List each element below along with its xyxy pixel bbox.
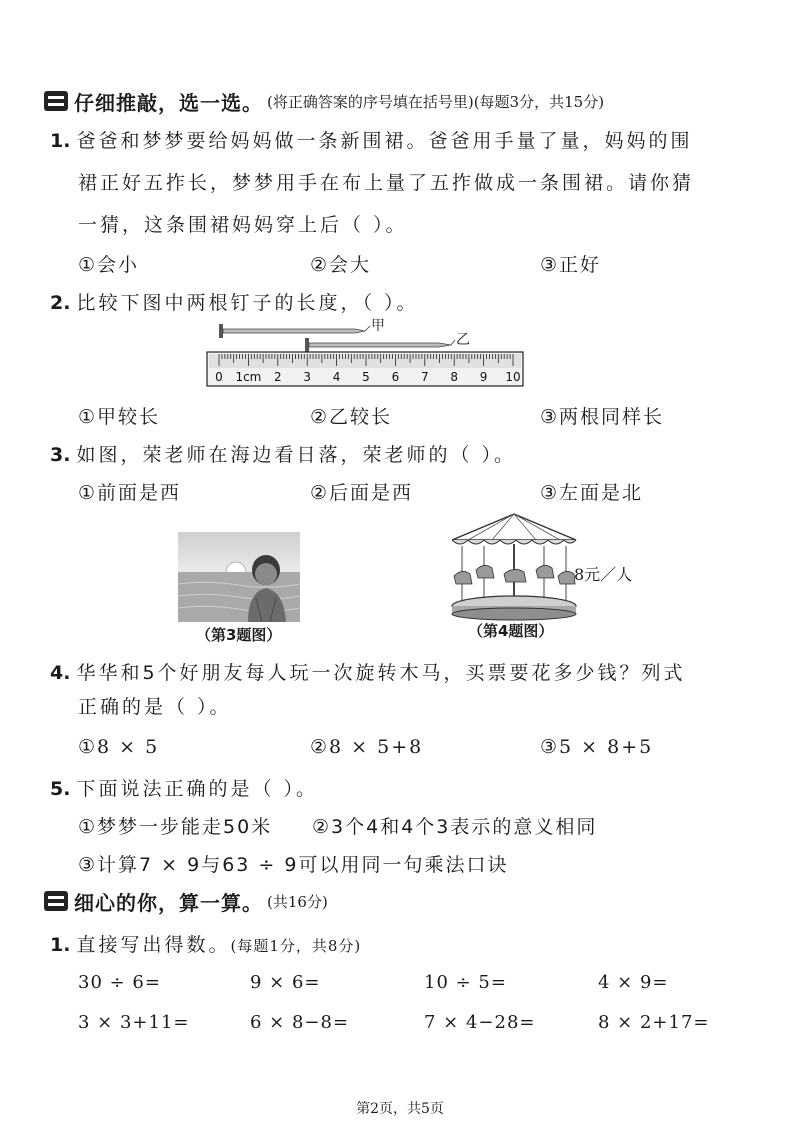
question-1-line1 [50, 124, 692, 158]
calc-item-1: 30 ÷ 6= [78, 972, 161, 993]
ruler-label: 10 [505, 370, 521, 384]
section2-title: 仔细推敲，选一选。 [74, 90, 263, 115]
ruler-label: 9 [479, 370, 488, 384]
ruler-figure [205, 318, 525, 390]
question-3-text: 如图，荣老师在海边看日落，荣老师的（ ）。 [76, 444, 516, 466]
question-2-text: 比较下图中两根钉子的长度，（ ）。 [76, 292, 419, 314]
question-5-option-a: ①梦梦一步能走50米 [78, 816, 273, 838]
question-4-option-c: ③5 × 8+5 [540, 736, 654, 758]
calc-item-4: 4 × 9= [598, 972, 669, 993]
question-2-option-c: ③两根同样长 [540, 406, 665, 428]
calc-item-6: 6 × 8−8= [250, 1012, 350, 1033]
ruler-label: 0 [215, 370, 223, 384]
question-3-number: 3. [50, 444, 71, 466]
section-number-3-icon [44, 891, 68, 911]
question-5-line [50, 772, 318, 806]
question-3-option-b: ②后面是西 [310, 482, 414, 504]
question-4-option-a: ①8 × 5 [78, 736, 160, 758]
question-4-text-line1: 华华和5个好朋友每人玩一次旋转木马，买票要花多少钱？列式 [76, 662, 686, 684]
carousel-illustration [448, 510, 580, 622]
ruler-label: 6 [391, 370, 400, 384]
question-2-option-b: ②乙较长 [310, 406, 393, 428]
nail-jia-icon [219, 324, 365, 338]
figure-3-caption: （第3题图） [196, 626, 282, 644]
calc-item-3: 10 ÷ 5= [424, 972, 507, 993]
ruler-label: 4 [332, 370, 341, 384]
question-5-number: 5. [50, 778, 71, 800]
section-number-2-icon [44, 91, 68, 111]
question-5-text: 下面说法正确的是（ ）。 [76, 778, 318, 800]
section2-header [44, 86, 604, 116]
question-2-option-a: ①甲较长 [78, 406, 161, 428]
question-5-option-b: ②3个4和4个3表示的意义相同 [312, 816, 598, 838]
question-2-number: 2. [50, 292, 71, 314]
page-footer: 第2页，共5页 [356, 1101, 444, 1117]
carousel-price-label: 8元／人 [574, 565, 633, 584]
calc-item-7: 7 × 4−28= [424, 1012, 536, 1033]
ruler-label: 3 [303, 370, 312, 384]
section3-note: (共16分) [267, 892, 328, 911]
nail-jia-label: 甲 [371, 318, 385, 334]
question-1-option-b: ②会大 [310, 254, 372, 276]
question-1-line2: 裙正好五拃长，梦梦用手在布上量了五拃做成一条围裙。请你猜 [78, 172, 695, 194]
question-4-line2: 正确的是（ ）。 [78, 696, 232, 718]
ruler-label: 8 [450, 370, 459, 384]
question-3-option-c: ③左面是北 [540, 482, 644, 504]
question-2-line [50, 286, 419, 320]
ruler-label: 7 [420, 370, 429, 384]
section2-note: (将正确答案的序号填在括号里)(每题3分，共15分) [267, 92, 605, 111]
nail-yi-label: 乙 [456, 332, 470, 348]
question-1-option-c: ③正好 [540, 254, 602, 276]
question-3-line [50, 438, 516, 472]
ruler-label: 5 [362, 370, 370, 384]
calc-question-line [50, 928, 361, 963]
section3-title: 细心的你，算一算。 [74, 890, 263, 915]
question-1-line3: 一猜，这条围裙妈妈穿上后（ ）。 [78, 214, 408, 236]
calc-question-number: 1. [50, 934, 71, 956]
ruler-label: 2 [273, 370, 282, 384]
ruler-label: 1cm [235, 370, 262, 384]
figure-4-caption: （第4题图） [468, 622, 554, 640]
nail-yi-icon [305, 338, 451, 352]
question-4-option-b: ②8 × 5+8 [310, 736, 424, 758]
sunset-beach-illustration [178, 532, 300, 622]
calc-item-2: 9 × 6= [250, 972, 321, 993]
question-1-number: 1. [50, 130, 71, 152]
section3-header [44, 886, 328, 916]
question-1-text-line1: 爸爸和梦梦要给妈妈做一条新围裙。爸爸用手量了量，妈妈的围 [76, 130, 693, 152]
question-4-line1 [50, 656, 686, 690]
calc-question-text: 直接写出得数。 [76, 934, 231, 956]
question-1-option-a: ①会小 [78, 254, 140, 276]
calc-question-note: (每题1分，共8分) [230, 937, 362, 955]
calc-item-8: 8 × 2+17= [598, 1012, 710, 1033]
question-4-number: 4. [50, 662, 71, 684]
ruler-with-nails-illustration [205, 318, 525, 390]
question-3-option-a: ①前面是西 [78, 482, 182, 504]
calc-item-5: 3 × 3+11= [78, 1012, 190, 1033]
question-5-option-c: ③计算7 × 9与63 ÷ 9可以用同一句乘法口诀 [78, 854, 509, 876]
